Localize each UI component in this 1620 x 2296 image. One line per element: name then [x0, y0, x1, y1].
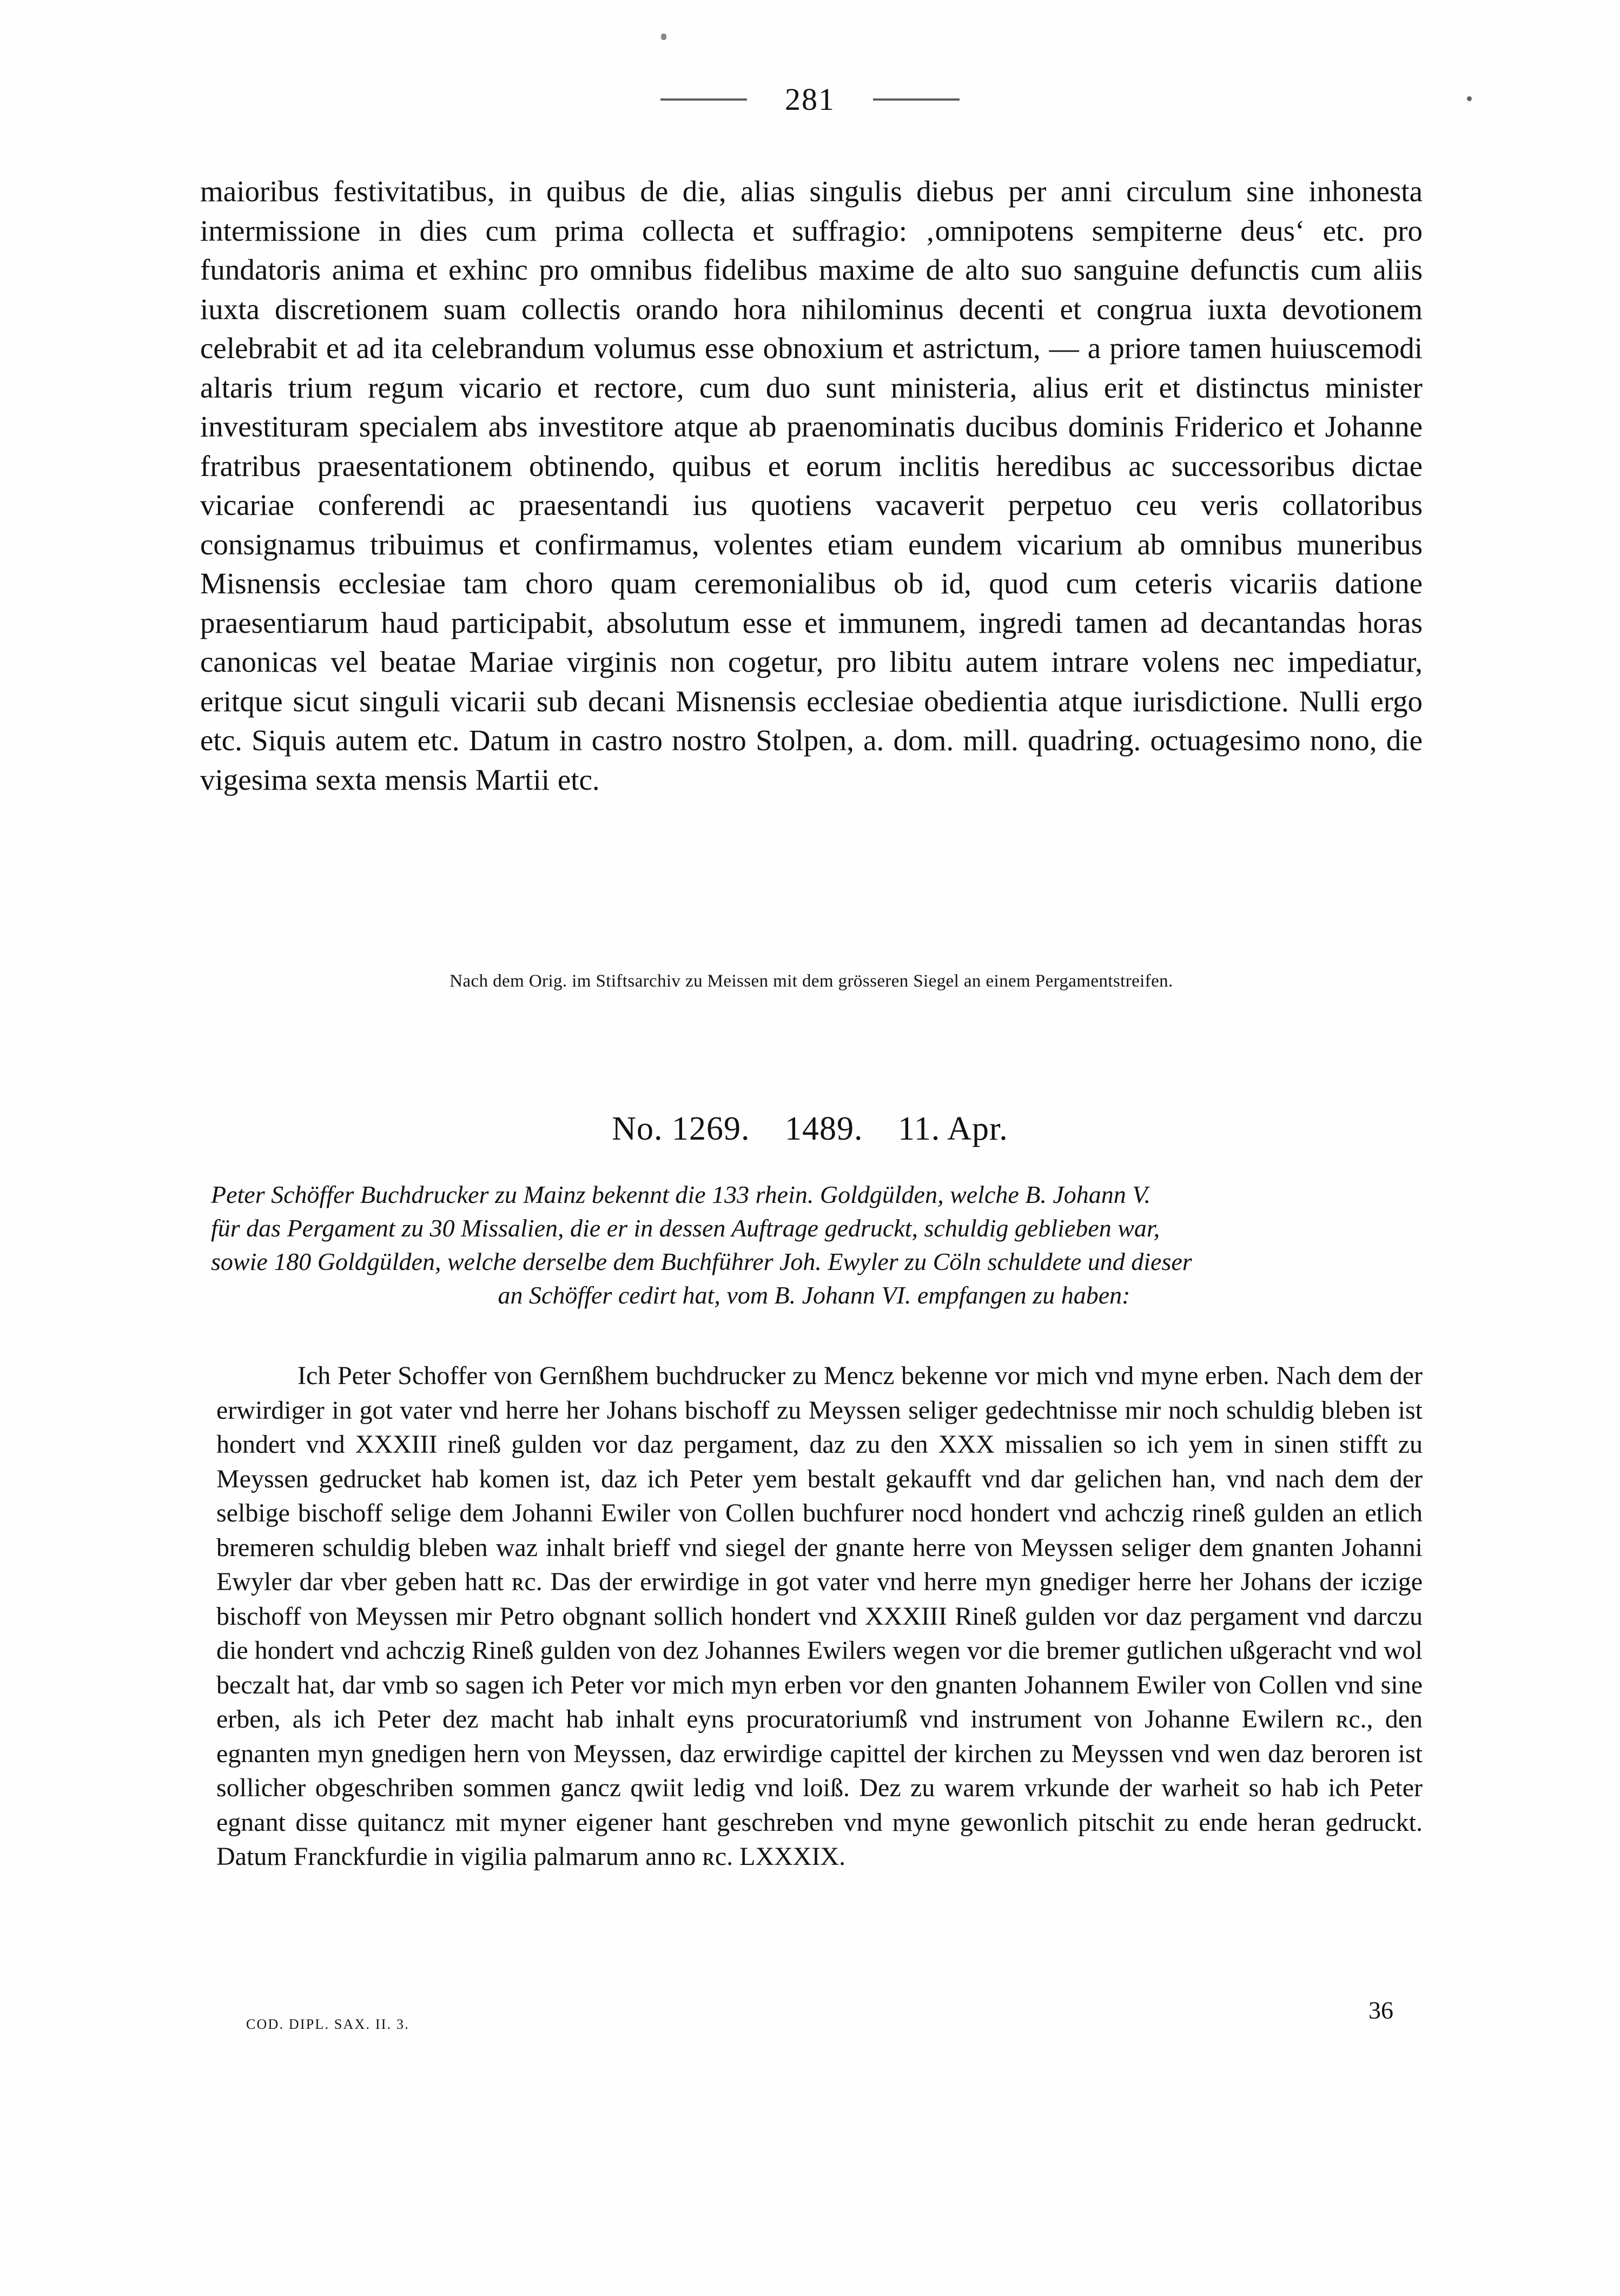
- entry-year: 1489.: [785, 1110, 863, 1147]
- scan-artifact-top: [661, 34, 666, 40]
- entry-number: No. 1269.: [612, 1110, 750, 1147]
- folio-number: 281: [785, 82, 835, 117]
- sheet-number: 36: [1368, 1996, 1393, 2024]
- signature-mark: COD. DIPL. SAX. II. 3.: [246, 2016, 409, 2032]
- regest-line-1: Peter Schöffer Buchdrucker zu Mainz bekennt die 133 rhein. Goldgülden, welche B. Johann V.: [211, 1181, 1150, 1208]
- entry-regest: [211, 1178, 1417, 1312]
- rule-right-icon: [873, 98, 960, 101]
- latin-charter-text: [200, 172, 1423, 799]
- entry-heading: [0, 1110, 1620, 1148]
- rule-left-icon: [660, 98, 747, 101]
- entry-date: 11. Apr.: [898, 1110, 1008, 1147]
- german-charter-paragraph: Ich Peter Schoffer von Gernßhem buchdrucker zu Mencz bekenne vor mich vnd myne erben. Nach dem der erwirdiger in got vater vnd herre her Johans bischoff zu Meyssen seliger gedechtnisse mir noch schuldig bleben ist hondert vnd XXXIII rineß gulden vor daz pergament, daz zu den XXX missalien so ich yem in sinen stifft zu Meyssen gedrucket hab komen ist, daz ich Peter yem bestalt gekaufft vnd dar gelichen han, vnd nach dem der selbige bischoff selige dem Johanni Ewiler von Collen buchfurer nocd hondert vnd achczig rineß gulden an etlich bremeren schuldig bleben waz inhalt brieff vnd siegel der gnante herre von Meyssen seliger dem gnanten Johanni Ewyler dar vber geben hatt ʀc. Das der erwirdige in got vater vnd herre myn gnediger herre her Johans der iczige bischoff von Meyssen mir Petro obgnant sollich hondert vnd XXXIII Rineß gulden vor daz pergament vnd darczu die hondert vnd achczig Rineß gulden von dez Johannes Ewilers wegen vor die bremer gutlichen ußgeracht vnd wol beczalt hat, dar vmb so sagen ich Peter vor mich myn erben vor den gnanten Johannem Ewiler von Collen vnd sine erben, als ich Peter dez macht hab inhalt eyns procuratoriumß vnd instrument von Johanne Ewilern ʀc., den egnanten myn gnedigen hern von Meyssen, daz erwirdige capittel der kirchen zu Meyssen vnd wen daz beroren ist sollicher obgeschriben sommen gancz qwiit ledig vnd loiß. Dez zu warem vrkunde der warheit so hab ich Peter egnant disse quitancz mit myner eigener hant geschreben vnd myne gewonlich pitschit zu ende heran gedruckt. Datum Franckfurdie in vigilia palmarum anno ʀc. LXXXIX.: [216, 1361, 1423, 1871]
- regest-line-4: an Schöffer cedirt hat, vom B. Johann VI. empfangen zu haben:: [498, 1281, 1130, 1309]
- archival-source-note: Nach dem Orig. im Stiftsarchiv zu Meissen mit dem grösseren Siegel an einem Pergamentstreifen.: [449, 971, 1173, 991]
- regest-line-3: sowie 180 Goldgülden, welche derselbe dem Buchführer Joh. Ewyler zu Cöln schuldete und dieser: [211, 1248, 1192, 1275]
- running-head: [0, 81, 1620, 130]
- latin-charter-paragraph: maioribus festivitatibus, in quibus de die, alias singulis diebus per anni circulum sine inhonesta intermissione in dies cum prima collecta et suffragio: ‚omnipotens sempiterne deus‘ etc. pro fundatoris anima et exhinc pro omnibus fidelibus maxime de alto suo sanguine defunctis cum aliis iuxta discretionem suam collectis orando hora nihilominus decenti et congrua iuxta devotionem celebrabit et ad ita celebrandum volumus esse obnoxium et astrictum, — a priore tamen huiuscemodi altaris trium regum vicario et rectore, cum duo sunt ministeria, alius erit et distinctus minister investituram specialem abs investitore atque ab praenominatis ducibus dominis Friderico et Johanne fratribus praesentationem obtinendo, quibus et eorum inclitis heredibus ac successoribus dictae vicariae conferendi ac praesentandi ius quotiens vacaverit perpetuo ceu veris collatoribus consignamus tribuimus et confirmamus, volentes etiam eundem vicarium ab omnibus muneribus Misnensis ecclesiae tam choro quam ceremonialibus ob id, quod cum ceteris vicariis datione praesentiarum haud participabit, absolutum esse et immunem, ingredi tamen ad decantandas horas canonicas vel beatae Mariae virginis non cogetur, pro libitu autem intrare volens nec impediatur, eritque sicut singuli vicarii sub decani Misnensis ecclesiae obedientia atque iurisdictione. Nulli ergo etc. Siquis autem etc. Datum in castro nostro Stolpen, a. dom. mill. quadring. octuagesimo nono, die vigesima sexta mensis Martii etc.: [200, 175, 1423, 796]
- regest-line-2: für das Pergament zu 30 Missalien, die er in dessen Auftrage gedruckt, schuldig geblieben war,: [211, 1214, 1160, 1242]
- german-charter-text: [216, 1359, 1423, 1874]
